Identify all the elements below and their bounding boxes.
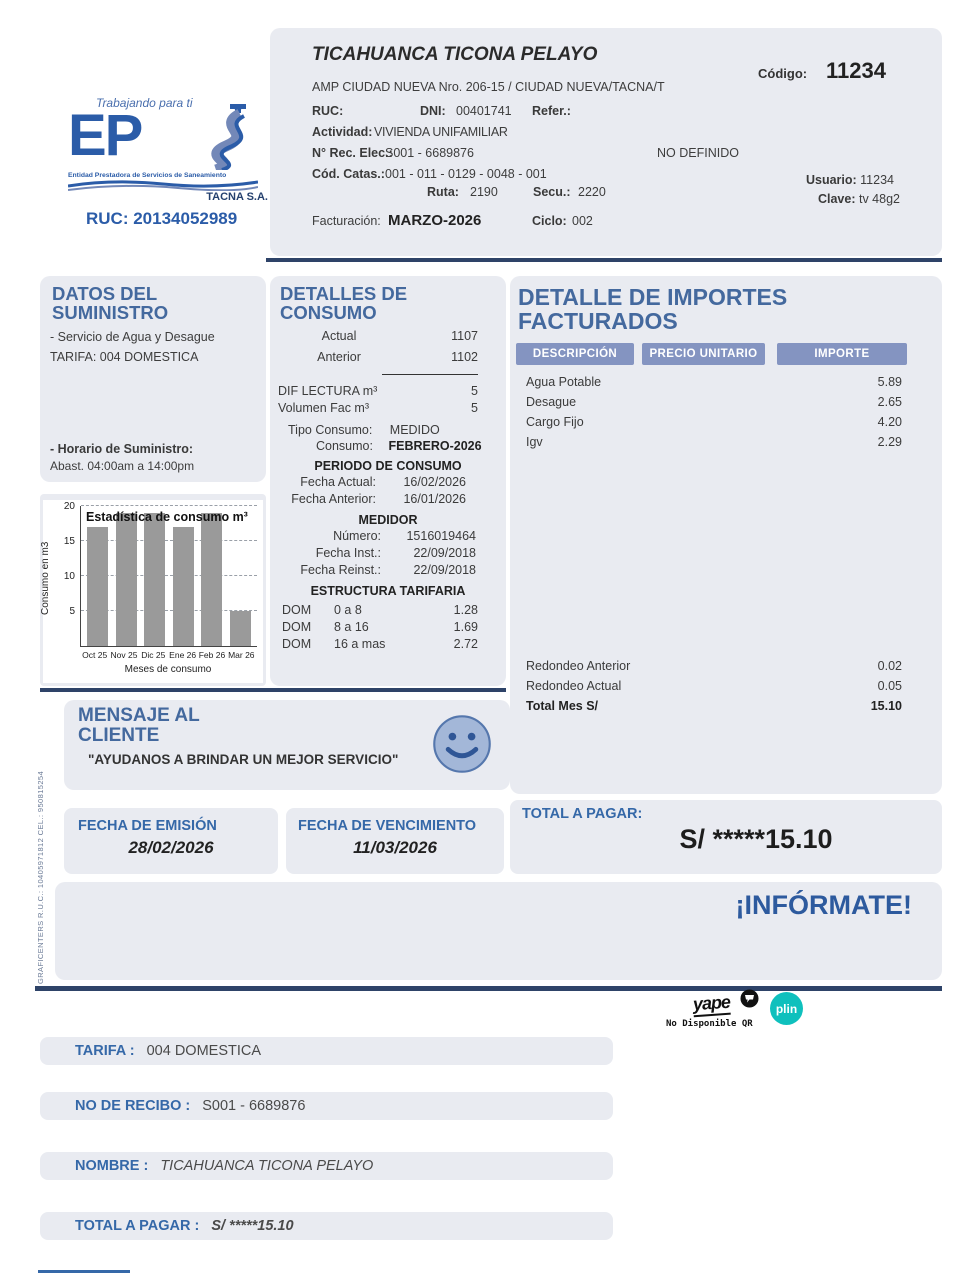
tarifa-rango: 0 a 8: [334, 603, 362, 618]
tarifa-cat: DOM: [282, 603, 312, 618]
rec-elec-value: S001 - 6689876: [385, 146, 474, 160]
chart-xcategory: Mar 26: [228, 650, 255, 660]
redondeo-anterior-label: Redondeo Anterior: [526, 659, 631, 673]
fecha-emision-value: 28/02/2026: [128, 838, 214, 857]
consumo-title: DETALLES DE CONSUMO: [280, 283, 408, 324]
logo-tagline: Trabajando para ti: [96, 96, 193, 110]
tarifa-row: [270, 602, 506, 619]
clave-row: [818, 192, 900, 206]
lectura-anterior-label: Anterior: [317, 350, 361, 365]
ciclo-label: Ciclo:: [532, 214, 567, 228]
chart-ytick: 15: [63, 536, 75, 547]
importe-row: [510, 432, 942, 452]
volumen-fac-label: Volumen Fac m³: [278, 401, 370, 416]
lectura-actual-label: Actual: [321, 329, 357, 344]
customer-name: TICAHUANCA TICONA PELAYO: [312, 44, 598, 65]
fecha-reinst-label: Fecha Reinst.:: [300, 563, 381, 578]
dif-lectura-value: 5: [471, 384, 478, 399]
fecha-reinst-value: 22/09/2018: [413, 563, 476, 578]
header-panel: [270, 28, 942, 256]
catas-label: Cód. Catas.:: [312, 167, 385, 181]
plin-wordmark: plin: [775, 1001, 798, 1016]
total-pagar-label: TOTAL A PAGAR:: [522, 806, 643, 822]
ruta-value: 2190: [470, 185, 498, 199]
actividad-value: VIVIENDA UNIFAMILIAR: [374, 125, 508, 139]
fecha-inst-value: 22/09/2018: [413, 546, 476, 561]
chart-bar: [173, 527, 194, 646]
footer-recibo-label: NO DE RECIBO :: [75, 1098, 191, 1114]
footer-nombre-row: [40, 1152, 613, 1180]
redondeo-actual-label: Redondeo Actual: [526, 679, 622, 693]
tarifa-rango: 16 a mas: [334, 637, 386, 652]
fecha-emision-panel: [64, 808, 278, 874]
footer-nombre-label: NOMBRE :: [75, 1158, 149, 1174]
tarifa-cat: DOM: [282, 637, 312, 652]
importe-row: [510, 372, 942, 392]
chart-bars: [81, 506, 257, 646]
mensaje-title: MENSAJE AL CLIENTE: [78, 705, 200, 746]
footer-tarifa-row: [40, 1037, 613, 1065]
medidor-numero-label: Número:: [333, 529, 381, 544]
yape-wordmark: yape: [692, 992, 731, 1018]
chart-yticks: [56, 501, 78, 646]
chart-xcategory: Oct 25: [82, 650, 108, 660]
footer-tarifa-label: TARIFA :: [75, 1043, 135, 1059]
chart-y-axis-label: Consumo en m3: [40, 541, 51, 615]
tarifa-precio: 1.28: [453, 603, 478, 618]
codigo-label: Código:: [758, 66, 808, 81]
fecha-emision-label: FECHA DE EMISIÓN: [78, 818, 217, 834]
redondeo-anterior-row: [510, 656, 942, 676]
medidor-title: MEDIDOR: [358, 513, 418, 528]
informate-panel: [55, 882, 942, 980]
chart-bar: [230, 611, 251, 646]
total-pagar-panel: [510, 800, 942, 874]
facturacion-value: MARZO-2026: [388, 212, 482, 229]
secu-value: 2220: [578, 185, 606, 199]
footer-nombre-value: TICAHUANCA TICONA PELAYO: [160, 1158, 374, 1174]
chart-bar: [144, 513, 165, 646]
customer-address: AMP CIUDAD NUEVA Nro. 206-15 / CIUDAD NUEVA/TACNA/T: [312, 80, 665, 94]
total-mes-label: Total Mes S/: [526, 699, 599, 713]
redondeo-anterior-value: 0.02: [877, 659, 902, 673]
importe-desc: Igv: [526, 435, 543, 449]
importes-title: DETALLE DE IMPORTES FACTURADOS: [518, 284, 788, 334]
logo-block: [68, 96, 268, 229]
tarifa-row: [270, 636, 506, 653]
consumo-mes-value: FEBRERO-2026: [388, 439, 482, 454]
yape-badge-icon: [740, 989, 759, 1008]
chart-bar: [87, 527, 108, 646]
secu-label: Secu.:: [533, 185, 571, 199]
total-pagar-value: S/ *****15.10: [679, 824, 833, 854]
datos-suministro-panel: [40, 276, 266, 482]
tipo-consumo-value: MEDIDO: [389, 423, 440, 438]
smiley-face-icon: [430, 712, 494, 776]
datos-horario-value: Abast. 04:00am a 14:00pm: [50, 459, 195, 474]
footer-recibo-row: [40, 1092, 613, 1120]
consumo-mes-label: Consumo:: [316, 439, 373, 454]
importe-amount: 5.89: [877, 375, 902, 389]
estructura-tarifaria-title: ESTRUCTURA TARIFARIA: [310, 584, 466, 599]
lectura-actual-value: 1107: [451, 329, 478, 344]
dni-label: DNI:: [420, 104, 446, 118]
col-header-precio-unitario: PRECIO UNITARIO: [642, 343, 765, 365]
chart-ytick: 5: [69, 606, 75, 617]
datos-tarifa: TARIFA: 004 DOMESTICA: [50, 350, 199, 365]
chart-bar: [116, 513, 137, 646]
tipo-consumo-label: Tipo Consumo:: [288, 423, 373, 438]
dni-value: 00401741: [456, 104, 512, 118]
ruta-label: Ruta:: [427, 185, 459, 199]
fecha-vencimiento-value: 11/03/2026: [353, 838, 437, 857]
qr-note: No Disponible QR: [666, 1019, 753, 1029]
total-mes-row: [510, 696, 942, 716]
chart-title: Estadística de consumo m³: [86, 510, 248, 524]
periodo-consumo-title: PERIODO DE CONSUMO: [314, 459, 462, 474]
usuario-row: [806, 173, 894, 187]
tarifa-cat: DOM: [282, 620, 312, 635]
importe-row: [510, 412, 942, 432]
tarifa-precio: 2.72: [453, 637, 478, 652]
informate-text: ¡INFÓRMATE!: [735, 890, 912, 920]
chart-plot: [80, 506, 257, 647]
chart-xlabels: [80, 650, 256, 660]
logo-company: TACNA S.A.: [206, 191, 268, 203]
importe-desc: Desague: [526, 395, 577, 409]
chart-bar: [201, 513, 222, 646]
chart-xcategory: Nov 25: [110, 650, 138, 660]
consumption-chart-panel: [40, 494, 266, 686]
clave-label: Clave:: [817, 192, 856, 206]
refer-label: Refer.:: [532, 104, 571, 118]
col-header-importe: IMPORTE: [777, 343, 907, 365]
importe-desc: Cargo Fijo: [526, 415, 584, 429]
clave-value: tv 48g2: [858, 192, 900, 206]
importe-desc: Agua Potable: [526, 375, 602, 389]
fecha-actual-label: Fecha Actual:: [300, 475, 376, 490]
detalles-consumo-panel: [270, 276, 506, 686]
printer-credit: GRAFICENTERS R.U.C.: 10405971812 CEL.: 950815254: [36, 770, 45, 984]
bottom-left-mark: [38, 1270, 130, 1273]
facturacion-label: Facturación:: [312, 214, 381, 228]
left-bottom-divider-line: [40, 688, 506, 692]
tarifa-row: [270, 619, 506, 636]
redondeo-actual-value: 0.05: [877, 679, 902, 693]
ruc-label: RUC:: [312, 104, 344, 118]
usuario-value: 11234: [860, 173, 894, 187]
chart-x-axis-label: Meses de consumo: [124, 664, 212, 675]
volumen-fac-value: 5: [471, 401, 478, 416]
fecha-inst-label: Fecha Inst.:: [315, 546, 381, 561]
logo-wave-icon: [68, 179, 258, 191]
fecha-anterior-value: 16/01/2026: [403, 492, 466, 507]
datos-horario-label: - Horario de Suministro:: [50, 442, 194, 457]
fecha-actual-value: 16/02/2026: [403, 475, 466, 490]
chart-ytick: 10: [63, 571, 75, 582]
ciclo-value: 002: [572, 214, 593, 228]
plin-logo: [770, 992, 803, 1025]
footer-total-value: S/ *****15.10: [211, 1218, 294, 1234]
footer-recibo-value: S001 - 6689876: [202, 1098, 306, 1114]
fecha-vencimiento-label: FECHA DE VENCIMIENTO: [298, 818, 477, 834]
medidor-numero-value: 1516019464: [406, 529, 476, 544]
mensaje-quote: "AYUDANOS A BRINDAR UN MEJOR SERVICIO": [88, 751, 399, 767]
chart-ytick: 20: [63, 501, 75, 512]
chart-xcategory: Dic 25: [141, 650, 166, 660]
chart-xcategory: Feb 26: [198, 650, 226, 660]
footer-total-label: TOTAL A PAGAR :: [75, 1218, 200, 1234]
total-mes-value: 15.10: [870, 699, 902, 713]
fecha-vencimiento-panel: [286, 808, 504, 874]
bottom-divider-band: [35, 986, 942, 991]
importe-amount: 2.65: [877, 395, 902, 409]
logo-brand-text: EP: [68, 103, 142, 168]
importe-row: [510, 392, 942, 412]
chart-xcategory: Ene 26: [169, 650, 197, 660]
footer-total-row: [40, 1212, 613, 1240]
top-divider-line: [266, 258, 942, 262]
mensaje-cliente-panel: [64, 700, 510, 790]
logo-ruc: RUC: 20134052989: [86, 209, 238, 228]
footer-tarifa-value: 004 DOMESTICA: [146, 1043, 262, 1059]
tarifa-precio: 1.69: [453, 620, 478, 635]
logo-subtitle: Entidad Prestadora de Servicios de Saneamiento: [68, 172, 227, 179]
usuario-label: Usuario:: [805, 173, 857, 187]
importe-amount: 4.20: [877, 415, 902, 429]
actividad-label: Actividad:: [312, 125, 373, 139]
datos-title: DATOS DEL SUMINISTRO: [52, 283, 169, 324]
yape-logo: [693, 993, 730, 1016]
fecha-anterior-label: Fecha Anterior:: [291, 492, 376, 507]
importes-facturados-panel: [510, 276, 942, 794]
importe-amount: 2.29: [877, 435, 902, 449]
tarifa-rango: 8 a 16: [334, 620, 369, 635]
col-header-descripcion: DESCRIPCIÓN: [516, 343, 634, 365]
rec-elec-label: N° Rec. Elec.:: [312, 146, 393, 160]
logo-river-s-icon: [168, 104, 258, 170]
datos-servicio: - Servicio de Agua y Desague: [50, 330, 215, 345]
redondeo-actual-row: [510, 676, 942, 696]
catas-value: 001 - 011 - 0129 - 0048 - 001: [385, 167, 547, 181]
no-definido: NO DEFINIDO: [657, 146, 739, 160]
codigo-value: 11234: [826, 58, 886, 83]
lectura-anterior-value: 1102: [451, 350, 478, 365]
lectura-separator: [382, 374, 478, 375]
dif-lectura-label: DIF LECTURA m³: [278, 384, 378, 399]
